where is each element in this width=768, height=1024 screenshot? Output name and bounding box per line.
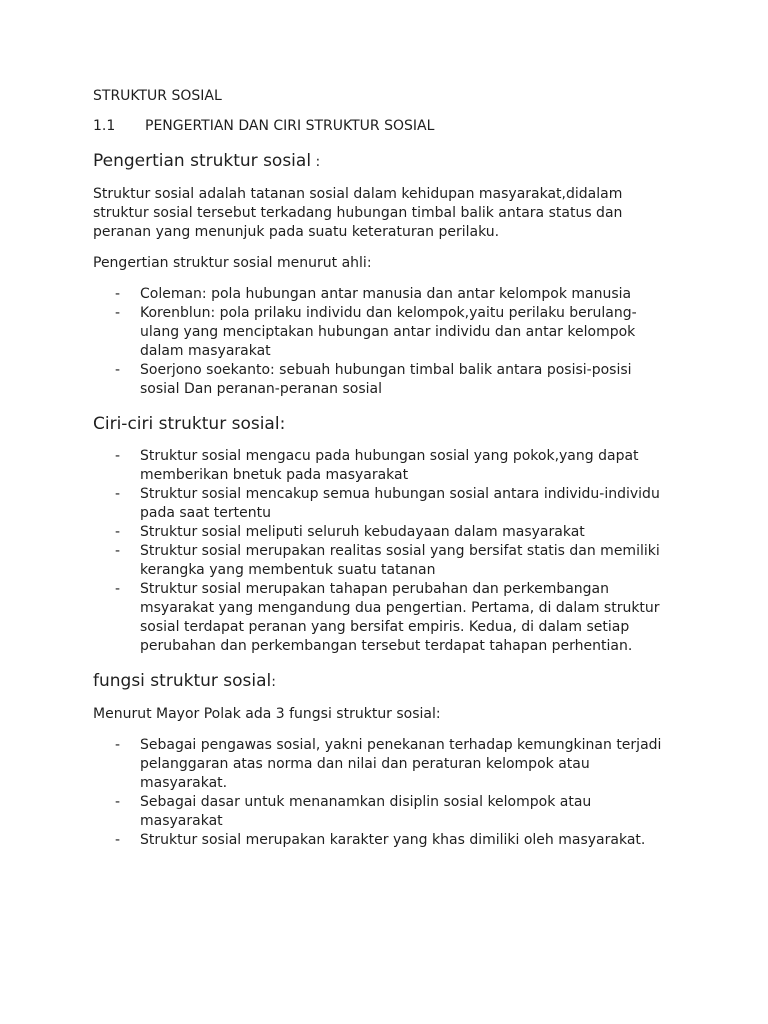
list-item-text: Sebagai pengawas sosial, yakni penekanan terhadap kemungkinan terjadi pelanggaran atas norma dan nilai dan peraturan kelompok atau masyarakat. [140,737,662,791]
heading-ciri: Ciri-ciri struktur sosial: [93,414,286,434]
list-item-text: Struktur sosial mengacu pada hubungan sosial yang pokok,yang dapat memberikan bnetuk pada masyarakat [140,448,639,483]
list-item [93,542,668,580]
ahli-intro: Pengertian struktur sosial menurut ahli: [93,255,372,271]
heading-fungsi [93,670,668,693]
dash-bullet: - [115,737,121,753]
fungsi-list [93,736,668,850]
section-header [93,116,668,136]
list-item-text: Struktur sosial merupakan realitas sosial yang bersifat statis dan memiliki kerangka yang membentuk suatu tatanan [140,543,660,578]
list-item [93,485,668,523]
dash-bullet: - [115,448,121,464]
list-item-text: Coleman: pola hubungan antar manusia dan antar kelompok manusia [140,286,632,302]
dash-bullet: - [115,286,121,302]
list-item-text: Struktur sosial meliputi seluruh kebudayaan dalam masyarakat [140,524,585,540]
list-item [93,831,668,850]
list-item [93,736,668,793]
heading-pengertian-colon: : [311,154,321,170]
list-item [93,793,668,831]
document-page [93,86,668,862]
list-item-text: Korenblun: pola prilaku individu dan kelompok,yaitu perilaku berulang-ulang yang menciptakan hubungan antar individu dan antar kelompok dalam masyarakat [140,305,637,359]
list-item-text: Sebagai dasar untuk menanamkan disiplin sosial kelompok atau masyarakat [140,794,592,829]
list-item-text: Struktur sosial merupakan tahapan perubahan dan perkembangan msyarakat yang mengandung dua pengertian. Pertama, di dalam struktur sosial terdapat peranan yang bersifat empiris. Kedua, di dalam setiap perubahan dan perkembangan tersebut terdapat tahapan perhentian. [140,581,660,654]
list-item [93,285,668,304]
dash-bullet: - [115,543,121,559]
list-item [93,523,668,542]
heading-fungsi-text: fungsi struktur sosial [93,671,272,691]
heading-pengertian-text: Pengertian struktur sosial [93,151,312,171]
heading-pengertian [93,150,668,173]
list-item [93,304,668,361]
ciri-list [93,447,668,656]
list-item-text: Soerjono soekanto: sebuah hubungan timbal balik antara posisi-posisi sosial Dan peranan-peranan sosial [140,362,632,397]
list-item [93,580,668,656]
ahli-list [93,285,668,399]
section-title: PENGERTIAN DAN CIRI STRUKTUR SOSIAL [145,118,435,134]
pengertian-paragraph: Struktur sosial adalah tatanan sosial dalam kehidupan masyarakat,didalam struktur sosial tersebut terkadang hubungan timbal balik antara status dan peranan yang menunjuk pada suatu keteraturan perilaku. [93,186,623,240]
dash-bullet: - [115,794,121,810]
list-item [93,361,668,399]
section-number: 1.1 [93,118,116,134]
dash-bullet: - [115,581,121,597]
dash-bullet: - [115,305,121,321]
list-item-text: Struktur sosial merupakan karakter yang khas dimiliki oleh masyarakat. [140,832,646,848]
list-item-text: Struktur sosial mencakup semua hubungan sosial antara individu-individu pada saat tertentu [140,486,660,521]
dash-bullet: - [115,362,121,378]
dash-bullet: - [115,524,121,540]
fungsi-intro: Menurut Mayor Polak ada 3 fungsi struktur sosial: [93,706,441,722]
dash-bullet: - [115,832,121,848]
heading-fungsi-colon: : [271,674,276,690]
list-item [93,447,668,485]
dash-bullet: - [115,486,121,502]
document-title: STRUKTUR SOSIAL [93,88,222,104]
